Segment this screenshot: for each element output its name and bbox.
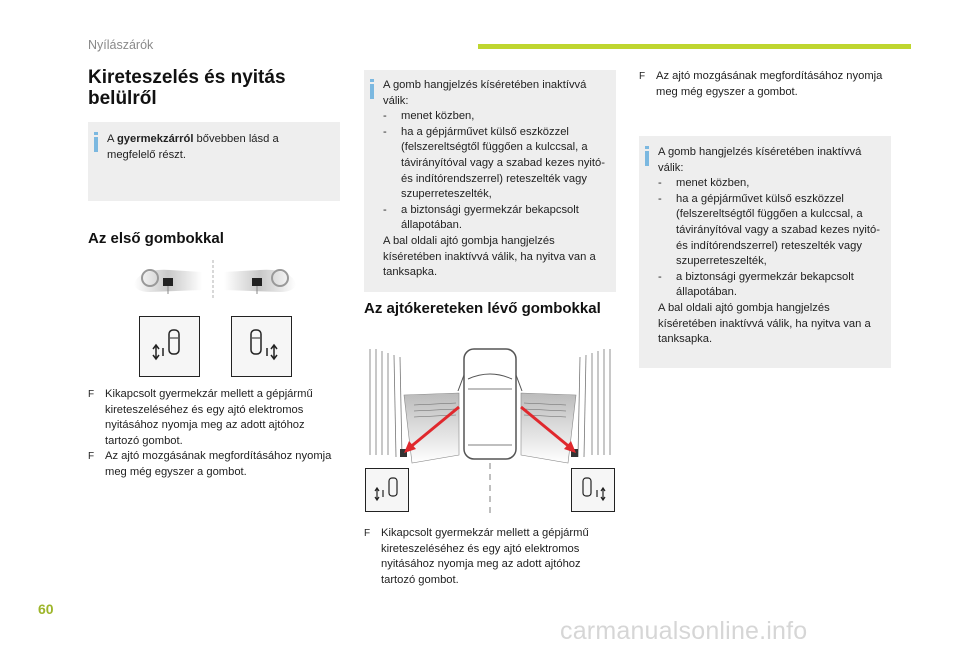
bullet-list-reverse xyxy=(639,69,891,100)
info-icon xyxy=(94,132,98,152)
section-title: Nyílászárók xyxy=(88,38,154,52)
list-item: F Az ajtó mozgásának megfordításához nyomja meg még egyszer a gombot. xyxy=(639,70,883,98)
door-button-left-icon xyxy=(139,316,200,377)
header-accent-line xyxy=(478,44,911,49)
list-item: F Kikapcsolt gyermekzár mellett a gépjármű kireteszeléséhez és egy ajtó elektromos nyitásához nyomja meg az adott ajtóhoz tartozó gombot. xyxy=(364,527,589,586)
note-box-inactive-col3 xyxy=(639,136,891,368)
info-icon xyxy=(645,146,649,166)
list-item: F Kikapcsolt gyermekzár mellett a gépjármű kireteszeléséhez és egy ajtó elektromos nyitásához nyomja meg az adott ajtóhoz tartozó gombot. xyxy=(88,388,313,447)
doorframe-button-right-icon xyxy=(571,468,615,512)
note-box-inactive-col2 xyxy=(364,70,616,292)
note-text: A gomb hangjelzés kíséretében inaktívvá válik: - menet közben, - ha a gépjárművet külső eszközzel (felszereltségtől függően a kulccsal, a távirányítóval vagy a szabad kezes nyitó- és indítórendszerrel) reteszelték vagy szuperreteszelték, - a biztonsági gyermekzár bekapcsolt állapotában. A bal oldali ajtó gombja hangjelzés kíséretében inaktívvá válik, ha nyitva van a tanksapka. xyxy=(383,79,605,279)
page-number: 60 xyxy=(38,601,54,617)
ceiling-console-illustration xyxy=(130,258,300,302)
page-title: Kireteszelés és nyitás belülről xyxy=(88,67,286,109)
subtitle-front-buttons: Az első gombokkal xyxy=(88,230,224,247)
note-text: A gyermekzárról bővebben lásd a megfelelő részt. xyxy=(107,133,279,161)
bullet-list-front xyxy=(88,387,340,481)
note-text: A gomb hangjelzés kíséretében inaktívvá válik: - menet közben, - ha a gépjárművet külső eszközzel (felszereltségtől függően a kulccsal, a távirányítóval vagy a szabad kezes nyitó- és indítórendszerrel) reteszelték vagy szuperreteszelték, - a biztonsági gyermekzár bekapcsolt állapotában. A bal oldali ajtó gombja hangjelzés kíséretében inaktívvá válik, ha nyitva van a tanksapka. xyxy=(658,146,880,346)
note-box-childlock xyxy=(88,122,340,201)
door-button-right-icon xyxy=(231,316,292,377)
watermark: carmanualsonline.info xyxy=(560,617,808,645)
subtitle-door-frame-buttons: Az ajtókereteken lévő gombokkal xyxy=(364,300,601,317)
info-icon xyxy=(370,79,374,99)
doorframe-button-left-icon xyxy=(365,468,409,512)
list-item: F Az ajtó mozgásának megfordításához nyomja meg még egyszer a gombot. xyxy=(88,450,332,478)
bullet-list-doorframe xyxy=(364,526,616,588)
